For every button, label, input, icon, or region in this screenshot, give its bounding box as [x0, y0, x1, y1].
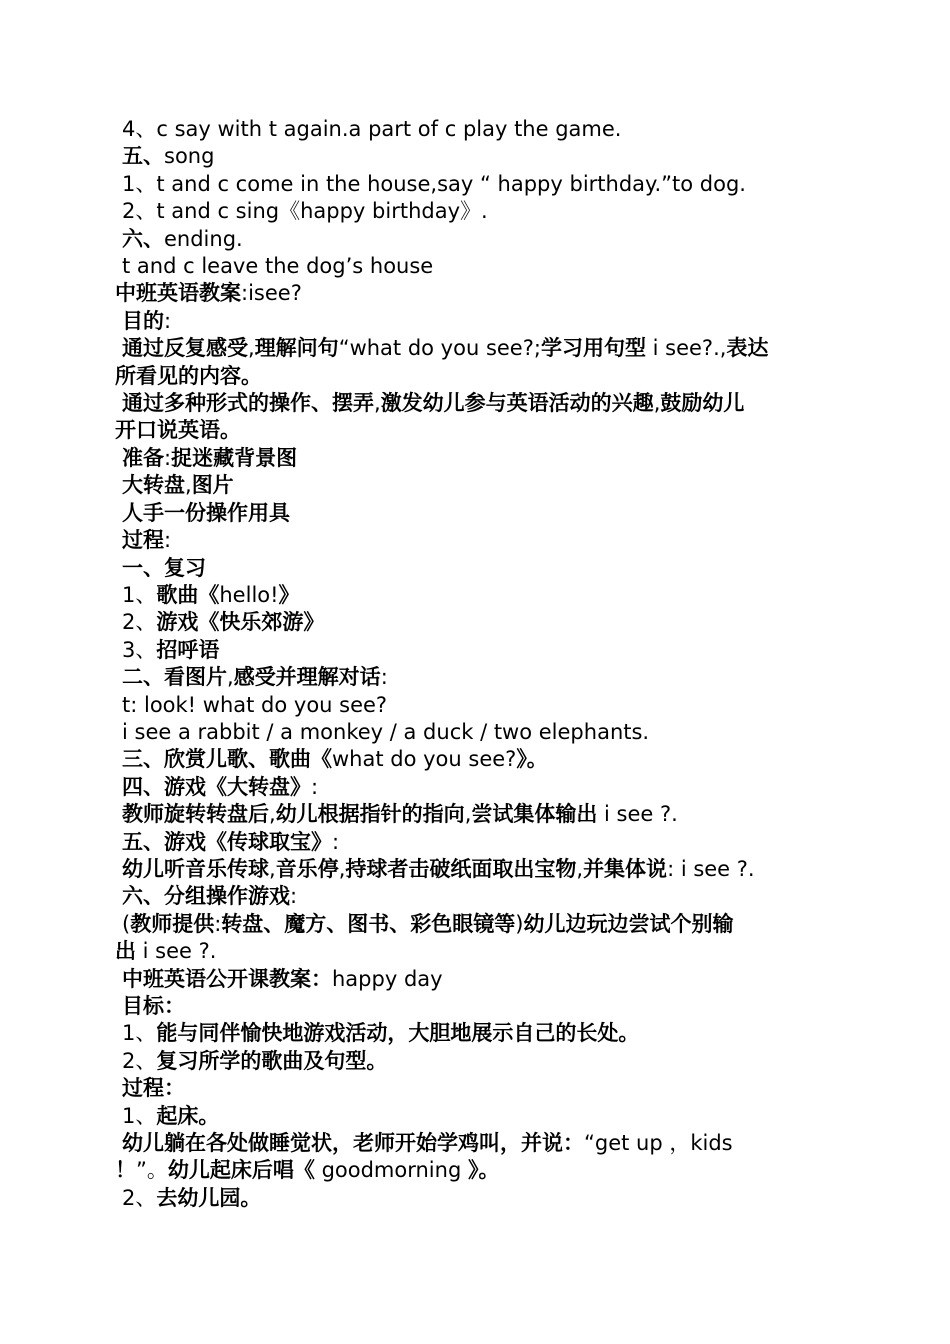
text-run: ,: [227, 665, 234, 690]
text-run: :: [214, 911, 222, 936]
text-run: 歌曲《: [156, 582, 220, 607]
text-line: [115, 911, 835, 938]
text-run: 幼儿听音乐传球: [122, 856, 269, 881]
text-run: 图片: [191, 473, 234, 498]
text-line: [115, 966, 835, 993]
text-run: 招呼语: [156, 637, 220, 662]
text-run: ,: [269, 802, 276, 827]
text-run: 4、c say with t again.a part of c play the game.: [122, 117, 622, 141]
text-line: [115, 938, 835, 965]
text-run: :isee?: [241, 281, 302, 306]
text-run: 去幼儿园。: [156, 1185, 262, 1210]
text-run: 感受并理解对话: [233, 665, 381, 690]
text-run: 中班英语教案: [115, 281, 241, 306]
text-line: [115, 417, 835, 444]
text-run: 起床。: [156, 1103, 220, 1128]
text-run: 教师旋转转盘后: [122, 802, 269, 827]
text-run: 1、: [122, 582, 157, 607]
text-line: [115, 746, 835, 773]
text-run: 大转盘: [122, 473, 185, 498]
text-line: [115, 774, 835, 801]
text-run: 1、: [122, 1021, 157, 1046]
text-run: ,: [185, 473, 192, 498]
text-run: 人手一份操作用具: [122, 500, 290, 525]
text-run: 转盘、魔方、图书、彩色眼镜等: [221, 911, 516, 936]
text-run: song: [164, 144, 215, 169]
text-line: [115, 609, 835, 636]
text-run: :: [164, 308, 172, 333]
text-line: [115, 280, 835, 307]
text-run: 1、t and c come in the house,say “ happy birthday.”to dog.: [122, 171, 746, 196]
text-run: 所看见的内容。: [115, 363, 262, 388]
text-run: : i see ?.: [667, 856, 755, 881]
text-run: 中班英语公开课教案：: [122, 966, 332, 991]
text-run: i see a rabbit / a monkey / a duck / two elephants.: [122, 719, 650, 744]
text-run: “get up ，kids: [584, 1131, 733, 1156]
text-run: :: [164, 445, 172, 470]
text-run: ,: [464, 802, 472, 827]
text-run: t: look! what do you see?: [122, 692, 388, 717]
text-run: :: [164, 528, 172, 553]
text-run: 一、复习: [122, 555, 206, 580]
text-run: ！: [115, 1158, 136, 1183]
text-run: :: [311, 774, 319, 799]
text-run: ,: [653, 391, 661, 416]
text-run: i see?.,: [645, 336, 727, 361]
text-line: [115, 226, 835, 253]
text-line: [115, 1020, 835, 1047]
text-run: goodmorning: [314, 1158, 468, 1183]
text-run: 过程: [122, 528, 164, 553]
text-run: 四、游戏《大转盘》: [122, 774, 311, 799]
text-run: 尝试集体输出: [471, 802, 598, 827]
text-run: 开口说英语。: [115, 418, 241, 443]
text-run: 出: [115, 939, 136, 964]
text-run: ending.: [164, 226, 243, 251]
text-run: 通过反复感受: [122, 336, 248, 361]
text-run: 持球者击破纸面取出宝物: [345, 856, 577, 881]
text-line: [115, 198, 835, 225]
text-line: [115, 390, 835, 417]
text-run: 并集体说: [583, 856, 668, 881]
text-run: 目标：: [122, 994, 185, 1018]
text-run: 幼儿边玩边尝试个别输: [523, 911, 734, 936]
text-line: [115, 171, 835, 198]
text-line: [115, 472, 835, 499]
text-line: [115, 116, 835, 143]
text-run: ,: [374, 391, 381, 416]
text-run: 能与同伴愉快地游戏活动，大胆地展示自己的长处。: [156, 1021, 640, 1046]
text-line: [115, 143, 835, 170]
text-run: :: [332, 829, 340, 854]
text-run: 》。: [467, 1158, 500, 1183]
text-run: 教师提供: [130, 911, 215, 936]
text-run: i see ?.: [597, 802, 678, 827]
text-run: 学习用句型: [540, 336, 646, 361]
text-line: [115, 1103, 835, 1130]
text-run: 2、t and c sing《happy birthday》.: [122, 199, 488, 224]
text-run: 理解问句: [254, 336, 339, 361]
text-run: 2、: [122, 1185, 157, 1210]
text-line: [115, 883, 835, 910]
text-run: t and c leave the dog’s house: [122, 254, 434, 279]
text-line: [115, 500, 835, 527]
text-run: 三、欣赏儿歌、歌曲《: [122, 747, 332, 772]
text-run: ”。: [136, 1158, 168, 1183]
text-line: [115, 555, 835, 582]
text-run: 幼儿躺在各处做睡觉状，老师开始学鸡叫，并说：: [122, 1131, 584, 1156]
text-run: i see ?.: [136, 939, 217, 964]
text-run: :: [380, 665, 388, 690]
text-line: [115, 1075, 835, 1102]
text-line: [115, 527, 835, 554]
text-line: [115, 363, 835, 390]
text-run: “what do you see?;: [338, 336, 541, 361]
text-line: [115, 801, 835, 828]
text-line: [115, 856, 835, 883]
text-line: [115, 582, 835, 609]
document-body: [115, 116, 835, 1212]
text-line: [115, 993, 835, 1020]
text-run: 六、: [122, 226, 164, 251]
text-run: 音乐停: [275, 856, 339, 881]
text-run: 五、游戏《传球取宝》: [122, 829, 332, 854]
text-run: happy day: [332, 966, 443, 991]
text-run: 幼儿根据指针的指向: [275, 802, 465, 827]
text-line: [115, 335, 835, 362]
text-run: 表达: [726, 336, 769, 361]
text-run: 复习所学的歌曲及句型。: [156, 1048, 388, 1073]
text-line: [115, 253, 835, 280]
text-run: 3、: [122, 637, 157, 662]
text-run: 1、: [122, 1103, 157, 1128]
text-run: 通过多种形式的操作、摆弄: [122, 391, 374, 416]
text-line: [115, 1157, 835, 1184]
text-line: [115, 445, 835, 472]
text-run: 五、: [122, 144, 164, 169]
text-run: 目的: [122, 308, 164, 333]
text-line: [115, 692, 835, 719]
text-run: ): [515, 911, 524, 936]
text-line: [115, 1048, 835, 1075]
text-run: 幼儿起床后唱《: [167, 1158, 315, 1183]
text-run: 过程：: [122, 1076, 185, 1101]
text-run: 二、看图片: [122, 665, 227, 690]
text-run: ,: [338, 856, 346, 881]
text-run: hello!: [219, 582, 279, 607]
text-line: [115, 637, 835, 664]
text-run: 2、: [122, 1048, 157, 1073]
text-run: 捉迷藏背景图: [171, 445, 298, 470]
text-run: 六、分组操作游戏: [122, 884, 290, 909]
text-run: 鼓励幼儿: [660, 391, 745, 416]
text-run: ,: [248, 336, 255, 361]
text-line: [115, 829, 835, 856]
text-line: [115, 1130, 835, 1157]
text-run: 》。: [516, 747, 548, 772]
text-run: 》: [278, 582, 300, 607]
text-line: [115, 719, 835, 746]
text-run: ,: [269, 856, 276, 881]
text-line: [115, 664, 835, 691]
text-run: 准备: [122, 445, 164, 470]
text-line: [115, 308, 835, 335]
text-run: ,: [576, 856, 584, 881]
text-run: :: [290, 884, 298, 909]
text-run: (: [122, 911, 131, 936]
text-line: [115, 1185, 835, 1212]
text-run: 游戏《快乐郊游》: [156, 610, 325, 635]
text-run: 激发幼儿参与英语活动的兴趣: [380, 391, 654, 416]
text-run: 2、: [122, 610, 157, 635]
text-run: what do you see?: [332, 747, 517, 772]
